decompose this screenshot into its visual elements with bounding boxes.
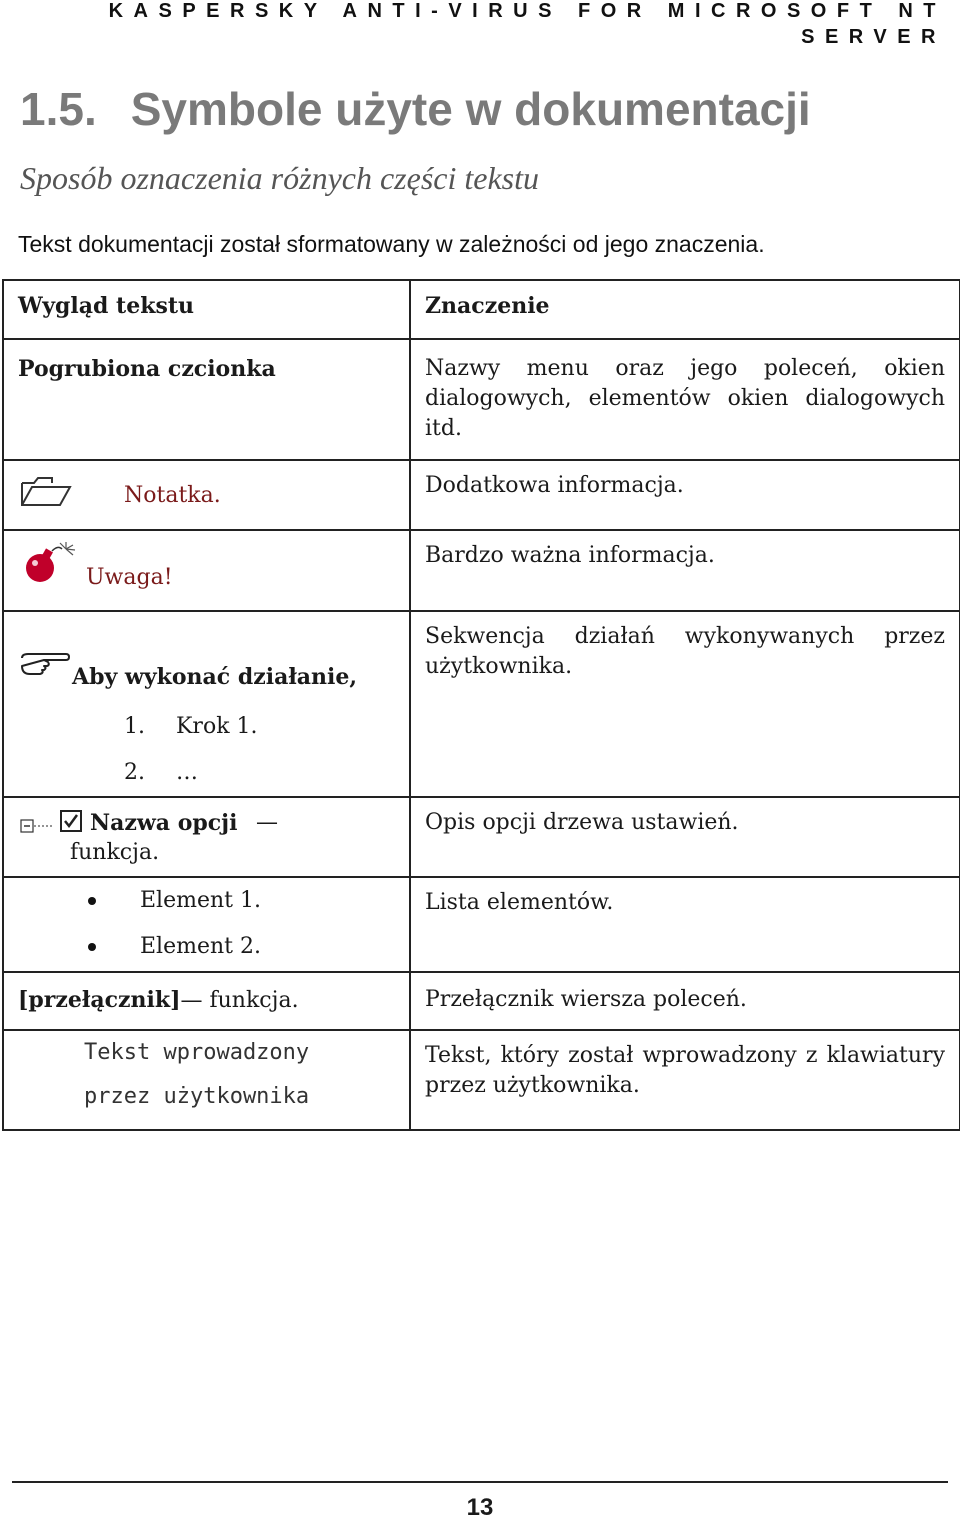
bomb-icon — [20, 541, 80, 594]
meaning-list: Lista elementów. — [425, 890, 614, 915]
running-header-line-1: KASPERSKY ANTI-VIRUS FOR MICROSOFT NT — [108, 0, 946, 22]
conventions-table — [2, 279, 960, 1131]
section-title-text: Symbole użyte w dokumentacji — [130, 83, 811, 135]
table-row — [3, 460, 960, 530]
tree-collapse-icon — [20, 814, 56, 844]
meaning-warning: Bardzo ważna informacja. — [425, 543, 715, 568]
sample-option-name: Nazwa opcji — [90, 810, 238, 836]
section-heading — [20, 82, 811, 136]
column-header-meaning: Znaczenie — [425, 293, 550, 319]
sample-bold-font: Pogrubiona czcionka — [18, 356, 276, 382]
footer-rule — [12, 1481, 948, 1483]
list-item — [88, 886, 261, 916]
switch-suffix: — funkcja. — [180, 988, 299, 1013]
table-row — [3, 530, 960, 611]
bullet-icon — [88, 897, 96, 905]
sample-option-suffix: — funkcja. — [70, 810, 278, 865]
step-number: 1. — [124, 714, 145, 739]
list-item-text: Element 1. — [140, 888, 261, 913]
list-item — [88, 932, 261, 962]
table-row — [3, 972, 960, 1030]
table-header-row — [3, 280, 960, 339]
bullet-icon — [88, 943, 96, 951]
step-text: … — [176, 760, 198, 785]
step-number: 2. — [124, 760, 145, 785]
running-header-line-2: SERVER — [801, 26, 946, 48]
table-row — [3, 797, 960, 877]
procedure-step — [124, 758, 198, 788]
meaning-tree-option: Opis opcji drzewa ustawień. — [425, 810, 739, 835]
sample-user-input-line-2: przez użytkownika — [84, 1084, 310, 1109]
meaning-bold-font: Nazwy menu oraz jego poleceń, okien dialogowych, elementów okien dialogowych itd. — [425, 356, 945, 441]
subsection-title: Sposób oznaczenia różnych części tekstu — [20, 160, 540, 196]
sample-switch — [4, 973, 409, 1016]
sample-warning: Uwaga! — [86, 565, 173, 590]
intro-paragraph: Tekst dokumentacji został sformatowany w zależności od jego znaczenia. — [18, 231, 765, 257]
section-number: 1.5. — [20, 83, 97, 135]
meaning-procedure: Sekwencja działań wykonywanych przez użytkownika. — [425, 624, 945, 679]
procedure-step — [124, 712, 258, 742]
pointing-hand-icon — [20, 650, 70, 687]
sample-user-input-line-1: Tekst wprowadzony — [84, 1040, 310, 1065]
sample-procedure: Aby wykonać działanie, — [72, 664, 358, 690]
list-item-text: Element 2. — [140, 934, 261, 959]
page-number: 13 — [466, 1494, 494, 1521]
step-text: Krok 1. — [176, 714, 258, 739]
folder-outline-icon — [20, 475, 72, 516]
column-header-appearance: Wygląd tekstu — [18, 293, 194, 319]
table-row — [3, 339, 960, 460]
sample-note: Notatka. — [124, 483, 221, 508]
meaning-user-input: Tekst, który został wprowadzony z klawiatury przez użytkownika. — [425, 1043, 945, 1098]
table-row — [3, 877, 960, 972]
switch-name: [przełącznik] — [18, 987, 181, 1013]
meaning-switch: Przełącznik wiersza poleceń. — [425, 987, 747, 1012]
table-row — [3, 611, 960, 797]
table-row — [3, 1030, 960, 1130]
meaning-note: Dodatkowa informacja. — [425, 473, 684, 498]
